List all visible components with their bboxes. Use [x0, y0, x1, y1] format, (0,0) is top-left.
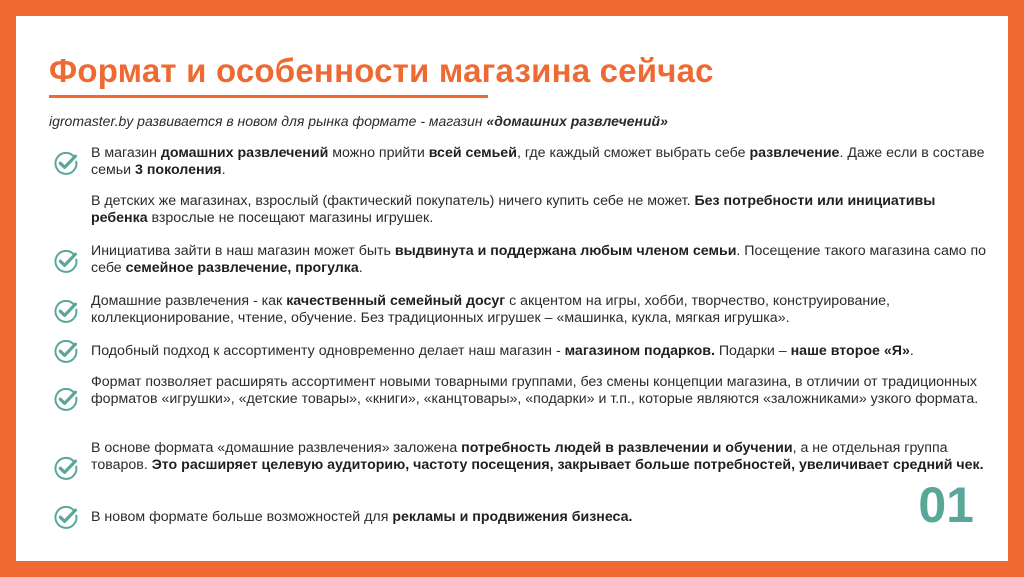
- paragraph: [91, 293, 991, 327]
- list-item-text: [91, 374, 991, 408]
- text-run: . Посещение такого магазина само по себе: [91, 243, 987, 276]
- text-run: можно прийти: [328, 145, 429, 161]
- text-run: , где каждый сможет выбрать себе: [516, 145, 750, 161]
- paragraph: [91, 440, 991, 474]
- text-run: , а не отдельная группа товаров.: [91, 440, 948, 473]
- check-circle-icon: [53, 248, 79, 274]
- text-run: взрослые не посещают магазины игрушек.: [147, 210, 434, 226]
- text-run: Инициатива зайти в наш магазин может быть: [91, 243, 395, 259]
- slide: [16, 16, 1008, 561]
- intro-text: igromaster.by развивается в новом для рынка формате - магазин: [49, 113, 487, 129]
- intro-line: [49, 113, 668, 129]
- paragraph: [91, 243, 991, 277]
- paragraph: [91, 343, 991, 360]
- intro-emphasis: «домашних развлечений»: [486, 113, 668, 129]
- text-run: с акцентом на игры, хобби, творчество, конструирование, коллекционирование, чтение, обучение. Без традиционных игрушек – «машинка, кукла, мягкая игрушка».: [91, 293, 890, 326]
- text-emphasis: качественный семейный досуг: [286, 293, 506, 309]
- text-emphasis: Без потребности или инициативы ребенка: [91, 193, 936, 226]
- list-item-text: [91, 509, 991, 526]
- list-item-text: [91, 343, 991, 360]
- paragraph: Формат позволяет расширять ассортимент новыми товарными группами, без смены концепции магазина, в отличии от традиционных форматов «игрушки», «детские товары», «книги», «канцтовары», «подарки» и т.п., которые являются «заложниками» узкого формата.: [91, 374, 979, 407]
- text-emphasis: развлечение: [749, 145, 840, 161]
- text-run: Подарки –: [714, 343, 791, 359]
- text-emphasis: 3 поколения: [135, 162, 222, 178]
- check-circle-icon: [53, 504, 79, 530]
- check-circle-icon: [53, 386, 79, 412]
- list-item-text: [91, 440, 991, 474]
- text-emphasis: рекламы и продвижения бизнеса.: [392, 509, 633, 525]
- check-circle-icon: [53, 150, 79, 176]
- text-run: В основе формата «домашние развлечения» заложена: [91, 440, 462, 456]
- title-underline: [49, 95, 488, 98]
- text-run: . Даже если в составе семьи: [91, 145, 985, 178]
- text-run: В магазин: [91, 145, 161, 161]
- text-run: В новом формате больше возможностей для: [91, 509, 393, 525]
- text-run: .: [221, 162, 226, 178]
- paragraph: [91, 509, 991, 526]
- text-run: В детских же магазинах, взрослый (фактический покупатель) ничего купить себе не может.: [91, 193, 695, 209]
- text-run: Домашние развлечения - как: [91, 293, 287, 309]
- list-item-text: [91, 243, 991, 277]
- check-circle-icon: [53, 338, 79, 364]
- text-emphasis: семейное развлечение, прогулка: [125, 260, 359, 276]
- page-title: Формат и особенности магазина сейчас: [49, 52, 714, 89]
- list-item-text: [91, 145, 991, 227]
- text-emphasis: домашних развлечений: [160, 145, 329, 161]
- text-emphasis: наше второе «Я»: [790, 343, 910, 359]
- text-emphasis: магазином подарков.: [564, 343, 715, 359]
- text-run: .: [909, 343, 914, 359]
- list-item-text: [91, 293, 991, 327]
- check-circle-icon: [53, 298, 79, 324]
- text-emphasis: выдвинута и поддержана любым членом семьи: [394, 243, 737, 259]
- text-emphasis: потребность людей в развлечении и обучении: [461, 440, 793, 456]
- paragraph: [91, 193, 991, 227]
- text-run: .: [358, 260, 363, 276]
- page-number: 01: [918, 477, 974, 533]
- text-emphasis: всей семьей: [428, 145, 517, 161]
- text-run: Подобный подход к ассортименту одновременно делает наш магазин -: [91, 343, 565, 359]
- text-emphasis: Это расширяет целевую аудиторию, частоту посещения, закрывает больше потребностей, увеличивает средний чек.: [151, 457, 984, 473]
- paragraph: [91, 145, 991, 179]
- check-circle-icon: [53, 455, 79, 481]
